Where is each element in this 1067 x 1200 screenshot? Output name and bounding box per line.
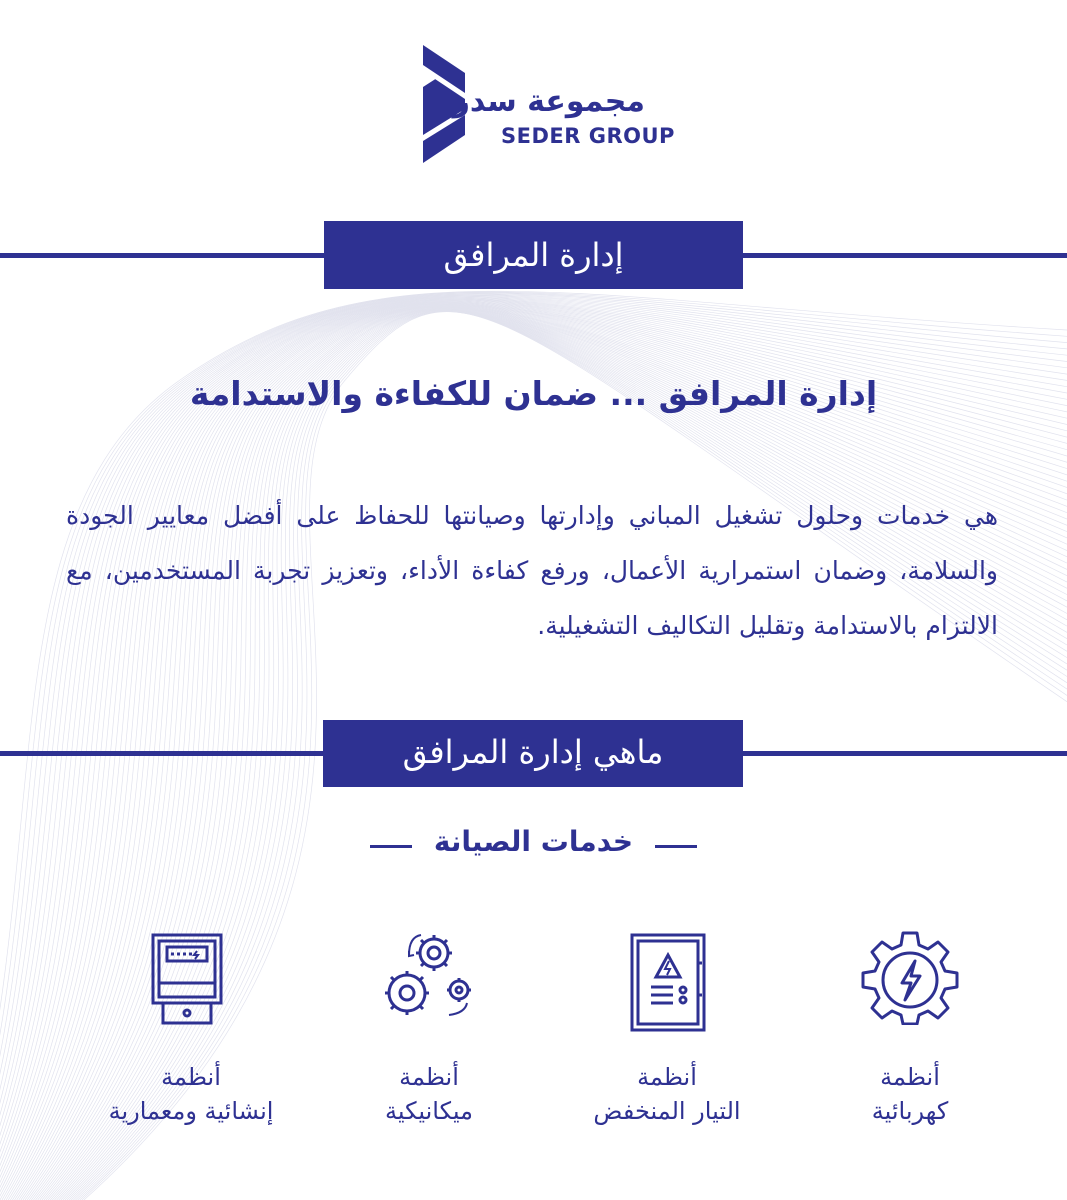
gears-icon <box>379 925 479 1025</box>
maintenance-services-heading <box>300 822 767 862</box>
section-banner-facility-management: إدارة المرافق <box>324 221 743 289</box>
heading-dash-left <box>370 845 412 848</box>
service-label-line2: إنشائية ومعمارية <box>108 1097 274 1125</box>
service-label-line1: أنظمة <box>880 1063 940 1091</box>
electric-gear-icon <box>860 925 960 1025</box>
service-label-line1: أنظمة <box>637 1063 697 1091</box>
service-low-current <box>547 925 787 1128</box>
section-banner-what-is: ماهي إدارة المرافق <box>323 720 743 787</box>
brand-name-arabic: مجموعة سدر <box>452 84 645 119</box>
maintenance-services-title: خدمات الصيانة <box>433 825 634 858</box>
brand-logo <box>415 45 675 163</box>
service-mechanical <box>309 925 549 1128</box>
brand-name-english: SEDER GROUP <box>501 124 675 148</box>
service-construction <box>71 925 311 1128</box>
service-label-line2: كهربائية <box>871 1097 949 1125</box>
page-headline: إدارة المرافق ... ضمان للكفاءة والاستدامة <box>189 374 878 413</box>
service-label-line1: أنظمة <box>161 1063 221 1091</box>
heading-dash-right <box>655 845 697 848</box>
service-label-line1: أنظمة <box>399 1063 459 1091</box>
service-electrical <box>790 925 1030 1128</box>
intro-paragraph: هي خدمات وحلول تشغيل المباني وإدارتها وصيانتها للحفاظ على أفضل معايير الجودة والسلامة، وضمان استمرارية الأعمال، ورفع كفاءة الأداء، وتعزيز تجربة المستخدمين، مع الالتزام بالاستدامة وتقليل التكاليف التشغيلية. <box>66 501 998 640</box>
electric-panel-icon <box>617 925 717 1035</box>
service-label-line2: ميكانيكية <box>385 1097 473 1125</box>
meter-icon <box>141 925 241 1029</box>
service-label-line2: التيار المنخفض <box>593 1097 741 1125</box>
